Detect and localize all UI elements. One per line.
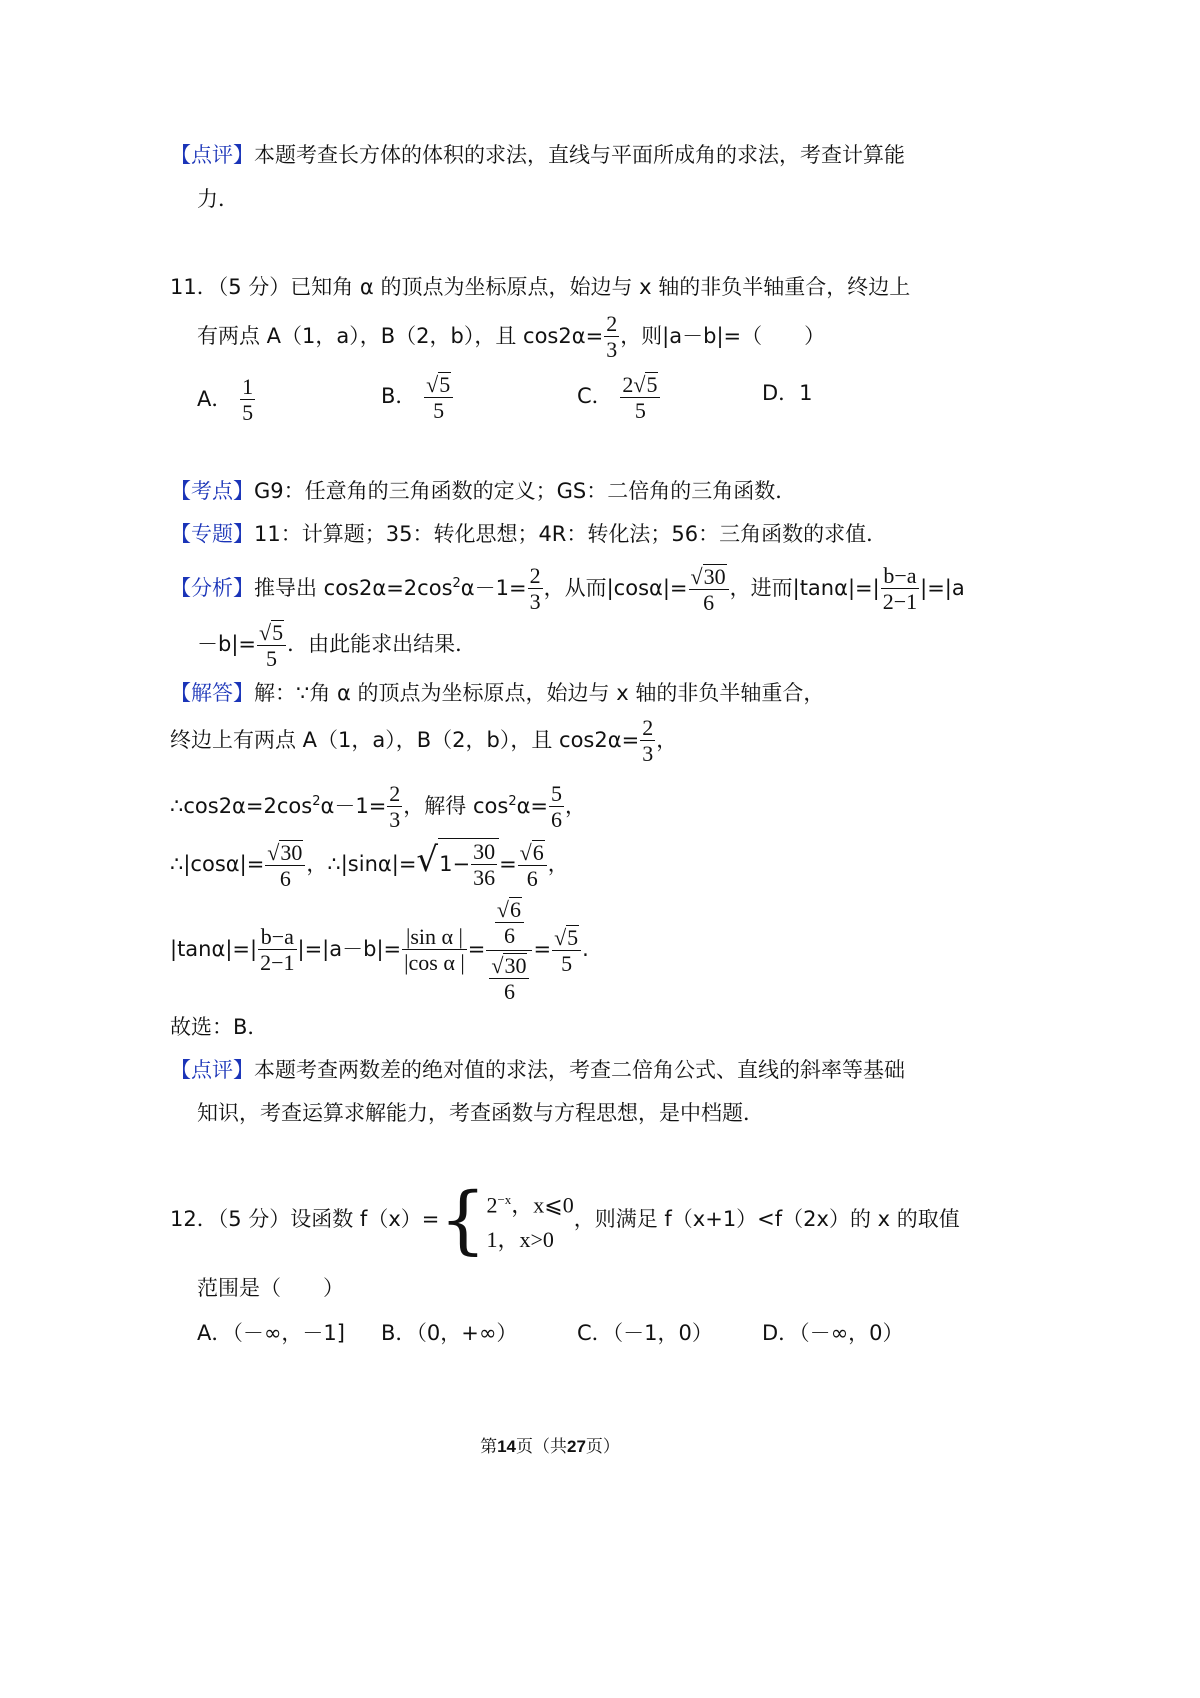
- fraction-numerator: 2: [529, 563, 541, 588]
- fraction: [689, 564, 729, 614]
- option-label: D．: [762, 1321, 800, 1345]
- option-fraction: [620, 372, 660, 422]
- footer-text: 第: [480, 1437, 498, 1456]
- fenxi-text: |=|a: [920, 576, 965, 600]
- sqrt-icon: √: [690, 563, 703, 589]
- fenxi-line-2: [197, 620, 476, 670]
- option-value: 1: [799, 381, 813, 405]
- jieda-text: ∴|cosα|=: [170, 852, 265, 876]
- fraction-numerator: 2: [642, 715, 654, 740]
- option-label: B．: [381, 384, 417, 409]
- fraction: [387, 783, 402, 831]
- jieda-line-5: |tanα|=| $\frac{b-a}{2-1}$ |=|a－b|= $\frac{\text{|sin α |}}{\text{|cos α |}}$ = $\frac{\frac{√6}{6}}{\frac{√30}{6}}$ = $\frac{√5}{5}$ .: [170, 896, 589, 1005]
- sqrt-icon: √: [554, 924, 567, 950]
- q12-stem-text: ，则满足 f（x+1）<f（2x）的 x 的取值: [573, 1207, 960, 1231]
- q11-option-d[interactable]: [762, 378, 813, 408]
- total-page-count: 27: [567, 1437, 586, 1456]
- option-value: （－∞，－1]: [232, 1321, 345, 1345]
- jieda-text: 终边上有两点 A（1，a），B（2，b），且 cos2α=: [170, 728, 640, 752]
- coefficient: 2: [622, 372, 634, 397]
- fraction: [881, 565, 919, 613]
- sqrt-icon: √: [259, 620, 272, 645]
- piecewise-cases: [486, 1183, 573, 1256]
- jieda-text: |tanα|=|: [170, 937, 258, 961]
- fraction-numerator: √5: [257, 620, 286, 646]
- fraction-denominator: 6: [279, 866, 291, 892]
- option-label: C．: [577, 1321, 613, 1345]
- kaodian-tag: 【考点】: [170, 479, 254, 503]
- current-page-number: 14: [497, 1437, 516, 1456]
- fraction-numerator: √6: [495, 897, 524, 923]
- jieda-text: α=: [516, 794, 549, 818]
- review-text: 本题考查两数差的绝对值的求法，考查二倍角公式、直线的斜率等基础: [254, 1058, 905, 1082]
- fraction: [258, 926, 296, 974]
- fraction-denominator: 36: [473, 865, 496, 890]
- fraction-denominator: |cos α |: [404, 950, 465, 975]
- q11-review-line-1: [170, 1055, 905, 1085]
- jieda-line-2: 终边上有两点 A（1，a），B（2，b），且 cos2α= $\frac{2}{3}$ ，: [170, 715, 678, 766]
- fraction-denominator: 5: [433, 398, 445, 424]
- review-line-2: 力．: [197, 187, 239, 211]
- fraction-numerator: √30: [689, 564, 729, 590]
- jieda-tag: 【解答】: [170, 681, 254, 705]
- review-tag: 【点评】: [170, 143, 254, 167]
- fenxi-text: α－1=: [460, 576, 527, 600]
- case-1: [486, 1183, 573, 1222]
- fraction: [549, 783, 564, 831]
- option-fraction: [240, 376, 255, 424]
- q12-stem-line-2: 范围是（ ）: [197, 1276, 344, 1300]
- fraction-denominator: 6: [503, 979, 515, 1005]
- option-value: （－1，0）: [612, 1321, 713, 1345]
- q11-review-line-2: 知识，考查运算求解能力，考查函数与方程思想，是中档题．: [197, 1101, 764, 1125]
- zhuanti-line: [170, 519, 887, 549]
- q12-option-d[interactable]: [762, 1318, 904, 1348]
- page-footer: [0, 1432, 1100, 1457]
- fraction-denominator: 5: [561, 951, 573, 977]
- case-2: 1，x>0: [486, 1226, 554, 1252]
- fraction-denominator: 5: [266, 646, 278, 672]
- zhuanti-text: 11：计算题；35：转化思想；4R：转化法；56：三角函数的求值．: [254, 522, 888, 546]
- left-brace-icon: {: [439, 1177, 487, 1263]
- fraction: [518, 840, 547, 890]
- radicand: 5: [646, 372, 658, 397]
- sqrt-icon: √: [267, 839, 280, 865]
- option-value: （－∞，0）: [799, 1321, 904, 1345]
- fraction-numerator: b−a: [258, 926, 296, 950]
- case-base: 2: [486, 1192, 498, 1218]
- zhuanti-tag: 【专题】: [170, 522, 254, 546]
- fraction-numerator: b−a: [881, 565, 919, 589]
- fraction: [257, 620, 286, 670]
- fenxi-text: ，进而|tanα|=|: [729, 576, 880, 600]
- q11-option-a[interactable]: [197, 376, 256, 424]
- fraction-numerator: √30: [489, 953, 529, 979]
- fraction-denominator: 6: [526, 866, 538, 892]
- q11-option-c[interactable]: [577, 372, 661, 422]
- sqrt-icon: √: [426, 372, 439, 397]
- jieda-line-1: [170, 678, 824, 708]
- fenxi-line-1: 【分析】推导出 $\cos 2\alpha=2\cos^2\alpha-1=$ $\frac{2}{3}$ ，从而|cosα|= $\frac{√30}{6}$ ，进而|tanα|=| $\frac{b-a}{2-1}$ |=|a: [170, 563, 965, 616]
- fraction-denominator: 3: [606, 337, 618, 362]
- fraction-numerator: 1: [242, 374, 254, 399]
- fraction: [495, 897, 524, 949]
- answer-line: 故选：B．: [170, 1015, 269, 1039]
- option-label: D．: [762, 381, 800, 405]
- fraction-numerator: [620, 372, 660, 398]
- jieda-line-3: $\therefore\cos 2\alpha=2\cos^2\alpha-1=$ $\frac{2}{3}$ ，解得 $\cos^2\alpha=$ $\frac{5}{6}$ ，: [170, 781, 587, 832]
- q11-option-b[interactable]: [381, 372, 454, 422]
- q11-fraction: [604, 313, 619, 361]
- option-label: A．: [197, 387, 233, 411]
- fenxi-text: －b|=: [197, 632, 257, 657]
- fraction-numerator: [424, 372, 453, 398]
- fraction: [528, 565, 543, 613]
- fraction: [471, 841, 497, 889]
- jieda-text: |=|a－b|=: [297, 937, 402, 961]
- fraction-numerator: 5: [551, 781, 563, 806]
- fenxi-tag: 【分析】: [170, 576, 254, 600]
- sqrt-icon: √: [633, 372, 646, 397]
- kaodian-line: [170, 476, 796, 506]
- fraction-denominator: 6: [551, 807, 563, 832]
- fraction: [265, 840, 305, 890]
- sqrt-icon: √: [519, 839, 532, 865]
- fraction-denominator: 6: [703, 590, 715, 616]
- fenxi-text: 推导出 cos2α=2cos: [254, 576, 453, 600]
- option-fraction: [424, 372, 453, 422]
- fraction-numerator: √5: [552, 925, 581, 951]
- jieda-line-4: ∴|cosα|= $\frac{√30}{6}$ ，∴|sinα|=√1− $\frac{30}{36}$ = $\frac{√6}{6}$ ，: [170, 839, 569, 892]
- jieda-text: 解：∵角 α 的顶点为坐标原点，始边与 x 轴的非负半轴重合，: [254, 681, 825, 705]
- option-label: A．: [197, 1321, 233, 1345]
- compound-fraction: [486, 897, 532, 1003]
- fraction-numerator: 2: [389, 781, 401, 806]
- fenxi-text: ．由此能求出结果．: [287, 632, 477, 657]
- kaodian-text: G9：任意角的三角函数的定义；GS：二倍角的三角函数．: [254, 479, 797, 503]
- fraction-numerator: 30: [473, 839, 496, 864]
- jieda-text: α－1=: [320, 794, 387, 818]
- fraction-denominator: 2−1: [882, 589, 918, 614]
- q12-option-a[interactable]: [197, 1318, 345, 1348]
- option-value: （0，+∞）: [416, 1321, 518, 1345]
- sqrt-icon: √: [496, 896, 509, 922]
- fraction-numerator: √30: [265, 840, 305, 866]
- review-text: 本题考查长方体的体积的求法，直线与平面所成角的求法，考查计算能: [254, 143, 905, 167]
- fraction-numerator: |sin α |: [402, 926, 467, 950]
- jieda-text: ，∴|sinα|=: [306, 852, 417, 876]
- q12-option-c[interactable]: [577, 1318, 713, 1348]
- fenxi-text: ，从而|cosα|=: [543, 576, 688, 600]
- option-label: C．: [577, 384, 613, 409]
- jieda-text: ，解得 cos: [403, 794, 509, 818]
- fraction: [552, 925, 581, 975]
- fraction-denominator: 6: [503, 923, 515, 948]
- fraction-numerator: √6: [518, 840, 547, 866]
- q11-stem-line-2: [197, 313, 825, 361]
- jieda-text: ∴cos2α=2cos: [170, 794, 313, 818]
- case-condition: ，x⩽0: [511, 1192, 574, 1218]
- q12-stem-line-1: [170, 1177, 960, 1263]
- option-label: B．: [381, 1321, 417, 1345]
- q12-stem-text: 12．（5 分）设函数 f（x）=: [170, 1207, 440, 1231]
- fraction: [640, 717, 655, 765]
- fraction: [489, 953, 529, 1003]
- fraction-denominator: 2−1: [260, 950, 295, 975]
- sqrt-icon: √: [416, 840, 439, 880]
- fraction-denominator: 3: [529, 589, 541, 614]
- q11-stem-text: 有两点 A（1，a），B（2，b），且 cos2α=: [197, 324, 604, 348]
- review-tag: 【点评】: [170, 1058, 254, 1082]
- fraction-denominator: 3: [389, 807, 401, 832]
- review-line-1: [170, 140, 905, 170]
- fraction: [402, 926, 467, 974]
- radicand: 1− $\frac{30}{36}$: [438, 838, 499, 889]
- fraction-denominator: 5: [242, 400, 254, 425]
- q11-stem-tail: ，则|a－b|=（ ）: [620, 324, 826, 348]
- radicand: 5: [439, 372, 451, 397]
- case-exponent: −x: [497, 1192, 512, 1208]
- fraction-numerator: [486, 897, 532, 951]
- q12-option-b[interactable]: [381, 1318, 517, 1348]
- fraction-denominator: 3: [642, 741, 654, 766]
- footer-text: 页（共: [516, 1437, 567, 1456]
- fraction-numerator: 2: [606, 311, 618, 336]
- sqrt-icon: √: [491, 953, 504, 978]
- q11-stem-line-1: 11．（5 分）已知角 α 的顶点为坐标原点，始边与 x 轴的非负半轴重合，终边上: [170, 275, 911, 299]
- footer-text: 页）: [585, 1437, 620, 1456]
- fraction-denominator: 5: [634, 398, 646, 424]
- fraction-denominator: [486, 951, 532, 1003]
